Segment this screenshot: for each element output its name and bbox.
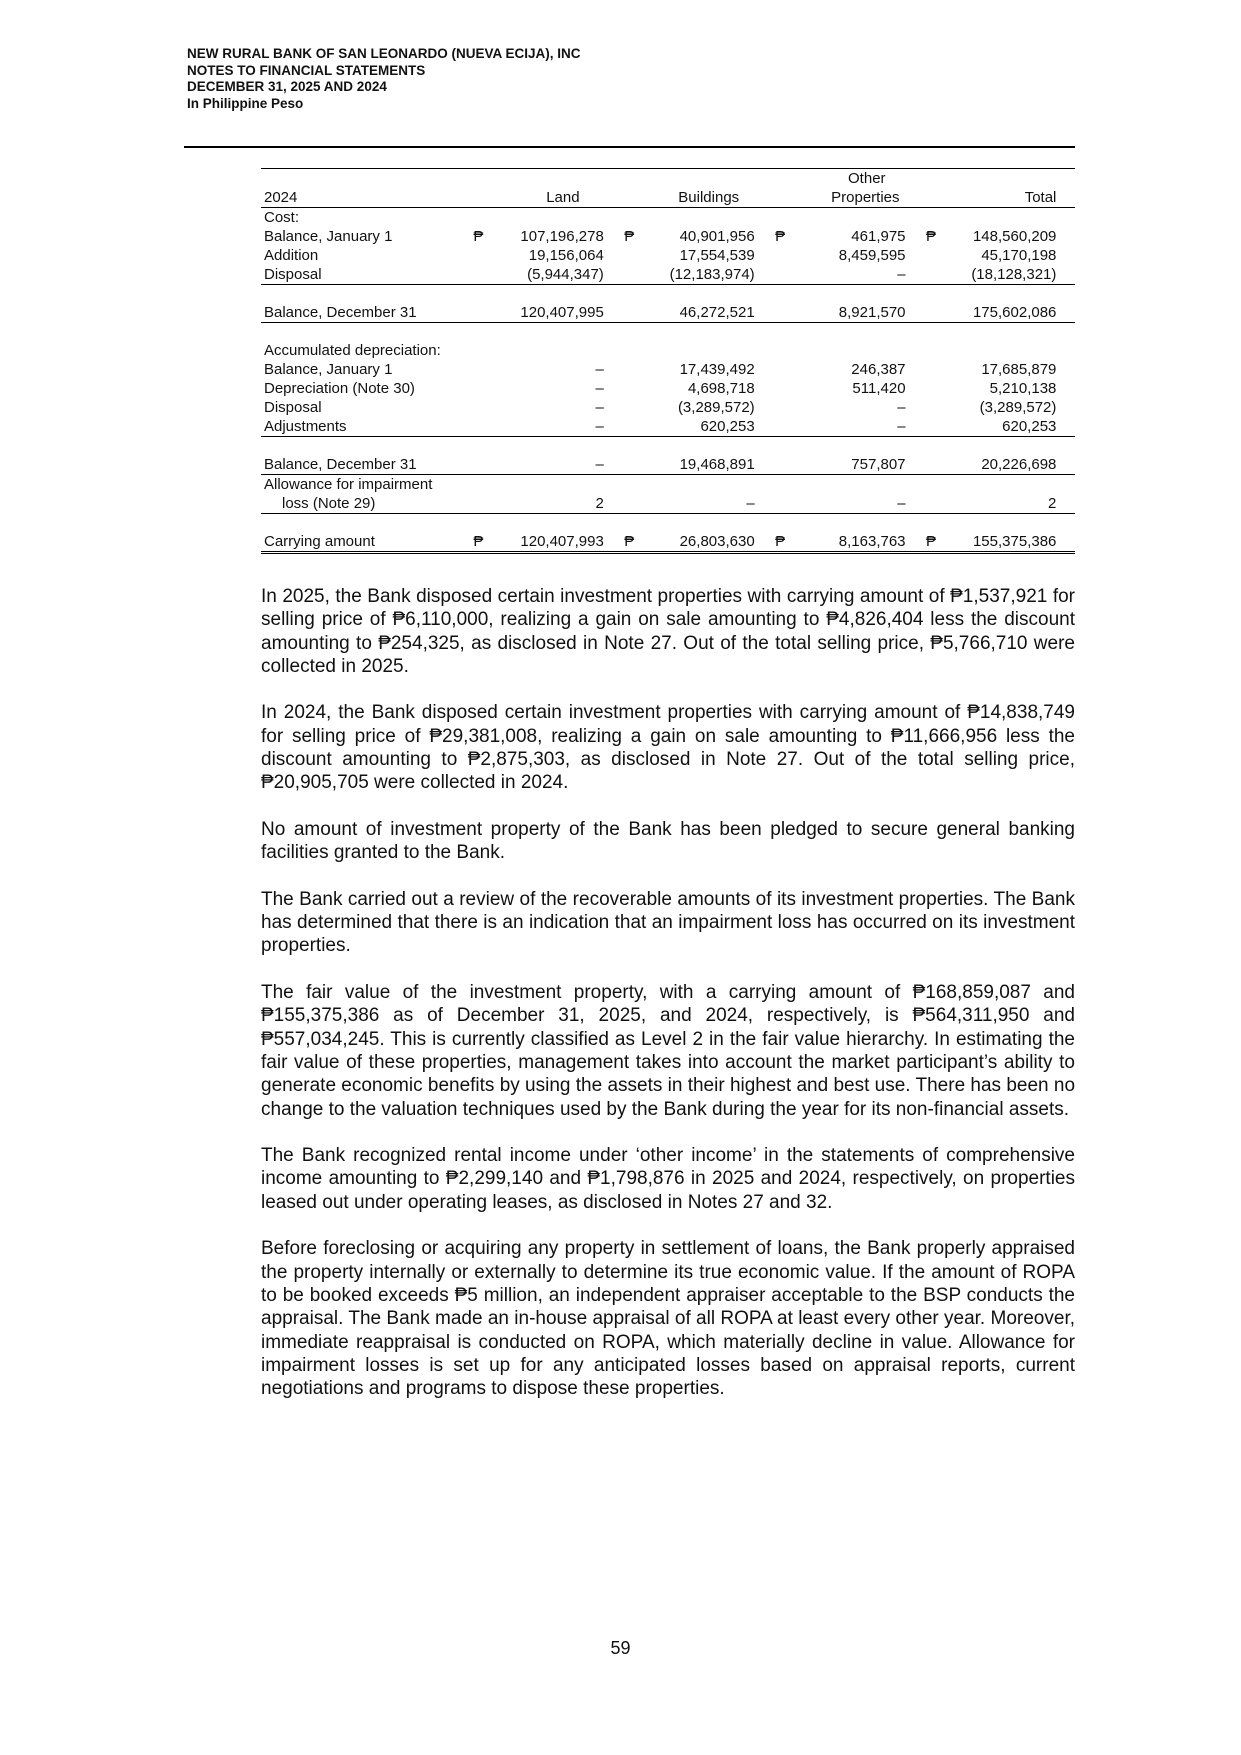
year-label: 2024 xyxy=(261,188,471,208)
row-label: Disposal xyxy=(261,265,471,285)
cell-buildings: 17,439,492 xyxy=(679,361,755,378)
row-spacer xyxy=(261,285,1075,304)
section-label-cost xyxy=(261,208,1075,228)
cell-buildings: 46,272,521 xyxy=(643,303,755,323)
paragraph-rental-income: The Bank recognized rental income under ‘other income’ in the statements of comprehensive income amounting to ₱2,299,140 and ₱1,798,876 in 2025 and 2024, respectively, on properties leased out under operating leases, as disclosed in Notes 27 and 32. xyxy=(261,1145,1075,1213)
row-label: Balance, January 1 xyxy=(264,361,393,378)
cell-other: 461,975 xyxy=(851,228,906,245)
table-row xyxy=(261,360,1075,379)
cell-land: – xyxy=(595,361,604,378)
cell-land: 19,156,064 xyxy=(528,247,604,264)
table-row-cost-balance xyxy=(261,303,1075,323)
document-title: NOTES TO FINANCIAL STATEMENTS xyxy=(187,62,426,78)
cell-other: 246,387 xyxy=(851,361,906,378)
table-row-carrying xyxy=(261,532,1075,553)
row-label: Balance, January 1 xyxy=(264,228,393,245)
currency-symbol: ₱ xyxy=(926,228,937,245)
paragraph-impairment-review: The Bank carried out a review of the recoverable amounts of its investment properties. The Bank has determined that there is an indication that an impairment loss has occurred on its investment properties. xyxy=(261,888,1075,957)
table-row xyxy=(261,379,1075,398)
cell-buildings: – xyxy=(643,494,755,514)
row-label: loss (Note 29) xyxy=(261,494,471,514)
table-row-allowance xyxy=(261,494,1075,514)
currency-symbol: ₱ xyxy=(775,228,786,245)
table-header-row xyxy=(261,188,1075,208)
cell-land: 2 xyxy=(492,494,604,514)
paragraph-disposal-2025: In 2025, the Bank disposed certain investment properties with carrying amount of ₱1,537,921 for selling price of ₱6,110,000, realizing a gain on sale amounting to ₱4,826,404 less the discount amounting to ₱254,325, as disclosed in Note 27. Out of the total selling price, ₱5,766,710 were collected in 2025. xyxy=(261,586,1075,677)
cell-total: 20,226,698 xyxy=(945,455,1057,475)
table-row-acc-balance xyxy=(261,455,1075,475)
cell-buildings: 26,803,630 xyxy=(643,532,755,553)
document-period: DECEMBER 31, 2025 AND 2024 xyxy=(187,79,387,94)
table-row-allowance-1 xyxy=(261,475,1075,495)
cell-buildings: 4,698,718 xyxy=(687,380,755,397)
cell-other: 8,921,570 xyxy=(794,303,906,323)
cell-buildings: 40,901,956 xyxy=(679,228,755,245)
cell-buildings: 620,253 xyxy=(643,417,755,437)
currency-symbol: ₱ xyxy=(624,228,635,245)
row-label: Addition xyxy=(264,247,319,264)
cell-land: – xyxy=(492,455,604,475)
table-row xyxy=(261,417,1075,437)
paragraph-pledge: No amount of investment property of the Bank has been pledged to secure general banking facilities granted to the Bank. xyxy=(261,818,1075,864)
paragraph-disposal-2024: In 2024, the Bank disposed certain investment properties with carrying amount of ₱14,838,749 for selling price of ₱29,381,008, realizing a gain on sale amounting to ₱11,666,956 less the discount amounting to ₱2,875,303, as disclosed in Note 27. Out of the total selling price, ₱20,905,705 were collected in 2024. xyxy=(261,702,1075,794)
cell-land: – xyxy=(595,399,604,416)
row-label: Balance, December 31 xyxy=(261,303,471,323)
cell-land: – xyxy=(595,380,604,397)
section-label-accumulated xyxy=(261,341,1075,360)
cell-total: 17,685,879 xyxy=(981,361,1057,378)
currency-symbol: ₱ xyxy=(773,532,794,553)
table-row xyxy=(261,398,1075,417)
currency-symbol: ₱ xyxy=(622,532,643,553)
cell-total: (18,128,321) xyxy=(945,265,1057,285)
currency-symbol: ₱ xyxy=(924,532,945,553)
col-header-other-line2: Properties xyxy=(794,188,906,208)
row-label: Balance, December 31 xyxy=(261,455,471,475)
cell-other: 8,163,763 xyxy=(794,532,906,553)
row-spacer xyxy=(261,437,1075,456)
col-header-buildings: Buildings xyxy=(643,188,755,208)
cell-buildings: (12,183,974) xyxy=(643,265,755,285)
table-row xyxy=(261,227,1075,246)
page-number: 59 xyxy=(610,1638,631,1658)
cell-other: 511,420 xyxy=(852,380,906,397)
cost-label: Cost: xyxy=(264,209,300,226)
cell-land: (5,944,347) xyxy=(492,265,604,285)
row-spacer xyxy=(261,514,1075,533)
cell-buildings: 19,468,891 xyxy=(643,455,755,475)
cell-land: – xyxy=(492,417,604,437)
row-spacer xyxy=(261,323,1075,342)
row-label: Adjustments xyxy=(261,417,471,437)
cell-other: – xyxy=(794,265,906,285)
cell-total: 155,375,386 xyxy=(945,532,1057,553)
table-header-row-1 xyxy=(261,169,1075,189)
col-header-total: Total xyxy=(945,188,1057,208)
cell-land: 107,196,278 xyxy=(520,228,604,245)
cell-other: 757,807 xyxy=(794,455,906,475)
cell-land: 120,407,993 xyxy=(492,532,604,553)
row-label: Allowance for impairment xyxy=(264,476,433,493)
header-divider xyxy=(184,146,1075,148)
cell-other: – xyxy=(794,417,906,437)
cell-buildings: 17,554,539 xyxy=(679,247,755,264)
paragraph-fair-value: The fair value of the investment property, with a carrying amount of ₱168,859,087 and ₱155,375,386 as of December 31, 2025, and 2024, respectively, is ₱564,311,950 and ₱557,034,245. This is currently classified as Level 2 in the fair value hierarchy. In estimating the fair value of these properties, management takes into account the market participant’s ability to generate economic benefits by using the assets in their highest and best use. There has been no change to the valuation techniques used by the Bank during the year for its non-financial assets. xyxy=(261,982,1076,1120)
company-name: NEW RURAL BANK OF SAN LEONARDO (NUEVA ECIJA), INC xyxy=(187,46,581,61)
cell-other: 8,459,595 xyxy=(838,247,906,264)
cell-other: – xyxy=(794,494,906,514)
table-row xyxy=(261,265,1075,285)
currency-symbol: ₱ xyxy=(471,532,492,553)
col-header-land: Land xyxy=(492,188,604,208)
cell-land: 120,407,995 xyxy=(492,303,604,323)
table-row xyxy=(261,246,1075,265)
cell-buildings: (3,289,572) xyxy=(677,399,755,416)
col-header-other-line1: Other xyxy=(848,170,886,187)
cell-total: 620,253 xyxy=(945,417,1057,437)
paragraph-appraisal: Before foreclosing or acquiring any property in settlement of loans, the Bank properly appraised the property internally or externally to determine its true economic value. If the amount of ROPA to be booked exceeds ₱5 million, an independent appraiser acceptable to the BSP conducts the appraisal. The Bank made an in-house appraisal of all ROPA at least every other year. Moreover, immediate reappraisal is conducted on ROPA, which materially decline in value. Allowance for impairment losses is set up for any anticipated losses based on appraisal reports, current negotiations and programs to dispose these properties. xyxy=(261,1238,1075,1400)
document-header xyxy=(187,46,581,112)
document-currency: In Philippine Peso xyxy=(187,95,304,111)
cell-total: 175,602,086 xyxy=(945,303,1057,323)
row-label: Carrying amount xyxy=(261,532,471,553)
cell-total: 148,560,209 xyxy=(972,228,1057,245)
row-label: Depreciation (Note 30) xyxy=(264,380,415,397)
currency-symbol: ₱ xyxy=(473,228,484,245)
investment-property-table xyxy=(261,168,1075,554)
cell-total: 5,210,138 xyxy=(989,380,1057,397)
cell-total: 2 xyxy=(945,494,1057,514)
cell-total: 45,170,198 xyxy=(981,247,1057,264)
notes-body xyxy=(261,585,1075,1424)
accumulated-label: Accumulated depreciation: xyxy=(264,342,441,359)
cell-other: – xyxy=(897,399,906,416)
row-label: Disposal xyxy=(264,399,322,416)
cell-total: (3,289,572) xyxy=(979,399,1057,416)
